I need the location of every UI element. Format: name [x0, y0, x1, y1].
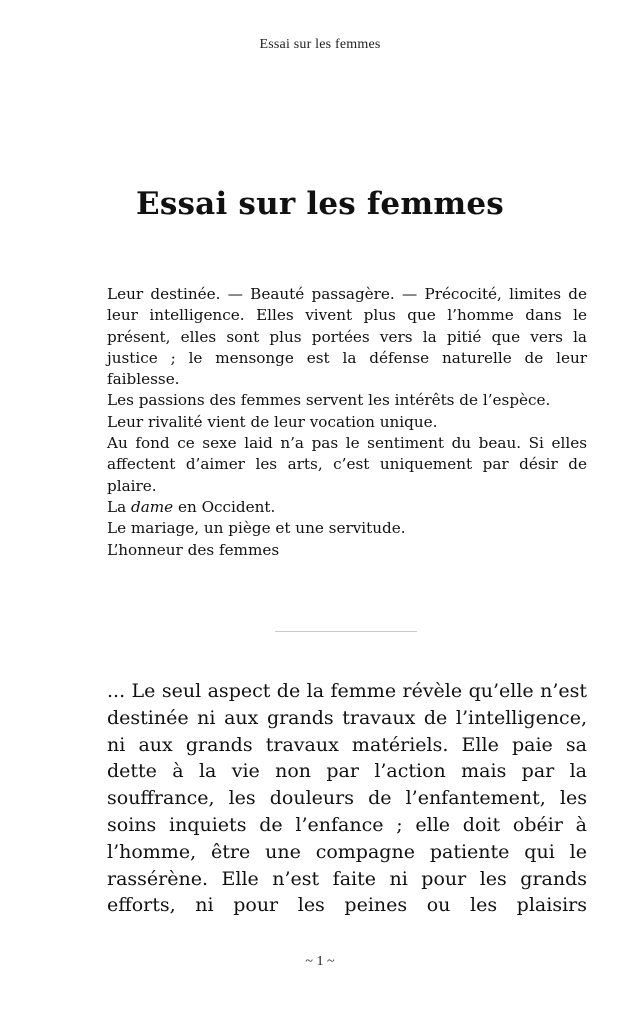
body-paragraph: ... Le seul aspect de la femme révèle qu’elle n’est destinée ni aux grands travaux de l’intelligence, ni aux grands travaux matériels. Elle paie sa dette à la vie non par l’action mais par la souffrance, les douleurs de l’enfantement, les soins inquiets de l’enfance ; elle doit obéir à l’homme, être une compagne patiente qui le rassérène. Elle n’est faite ni pour les grands efforts, ni pour les peines ou les plaisirs	[107, 680, 587, 917]
summary-paragraph: Leur destinée. — Beauté passagère. — Précocité, limites de leur intelligence. Elles vivent plus que l’homme dans le présent, elles sont plus portées vers la pitié que vers la justice ; le mensonge est la défense naturelle de leur faiblesse.	[107, 285, 587, 389]
summary-text: La	[107, 497, 131, 516]
summary-emphasis: dame	[130, 497, 174, 516]
running-header: Essai sur les femmes	[259, 37, 381, 52]
section-divider	[275, 631, 417, 632]
body-text	[107, 678, 587, 922]
summary-paragraph: Le mariage, un piège et une servitude.	[107, 519, 406, 538]
summary-paragraph: Les passions des femmes servent les intérêts de l’espèce.	[107, 391, 551, 410]
summary-text: en Occident.	[173, 497, 276, 516]
summary-paragraph	[107, 497, 587, 518]
chapter-summary	[107, 284, 587, 561]
page-number: ~ 1 ~	[305, 954, 335, 969]
summary-paragraph: L’honneur des femmes	[107, 540, 280, 559]
chapter-title: Essai sur les femmes	[136, 186, 504, 222]
summary-paragraph: Leur rivalité vient de leur vocation unique.	[107, 412, 438, 431]
summary-paragraph: Au fond ce sexe laid n’a pas le sentiment du beau. Si elles affectent d’aimer les arts, c’est uniquement par désir de plaire.	[107, 434, 587, 495]
